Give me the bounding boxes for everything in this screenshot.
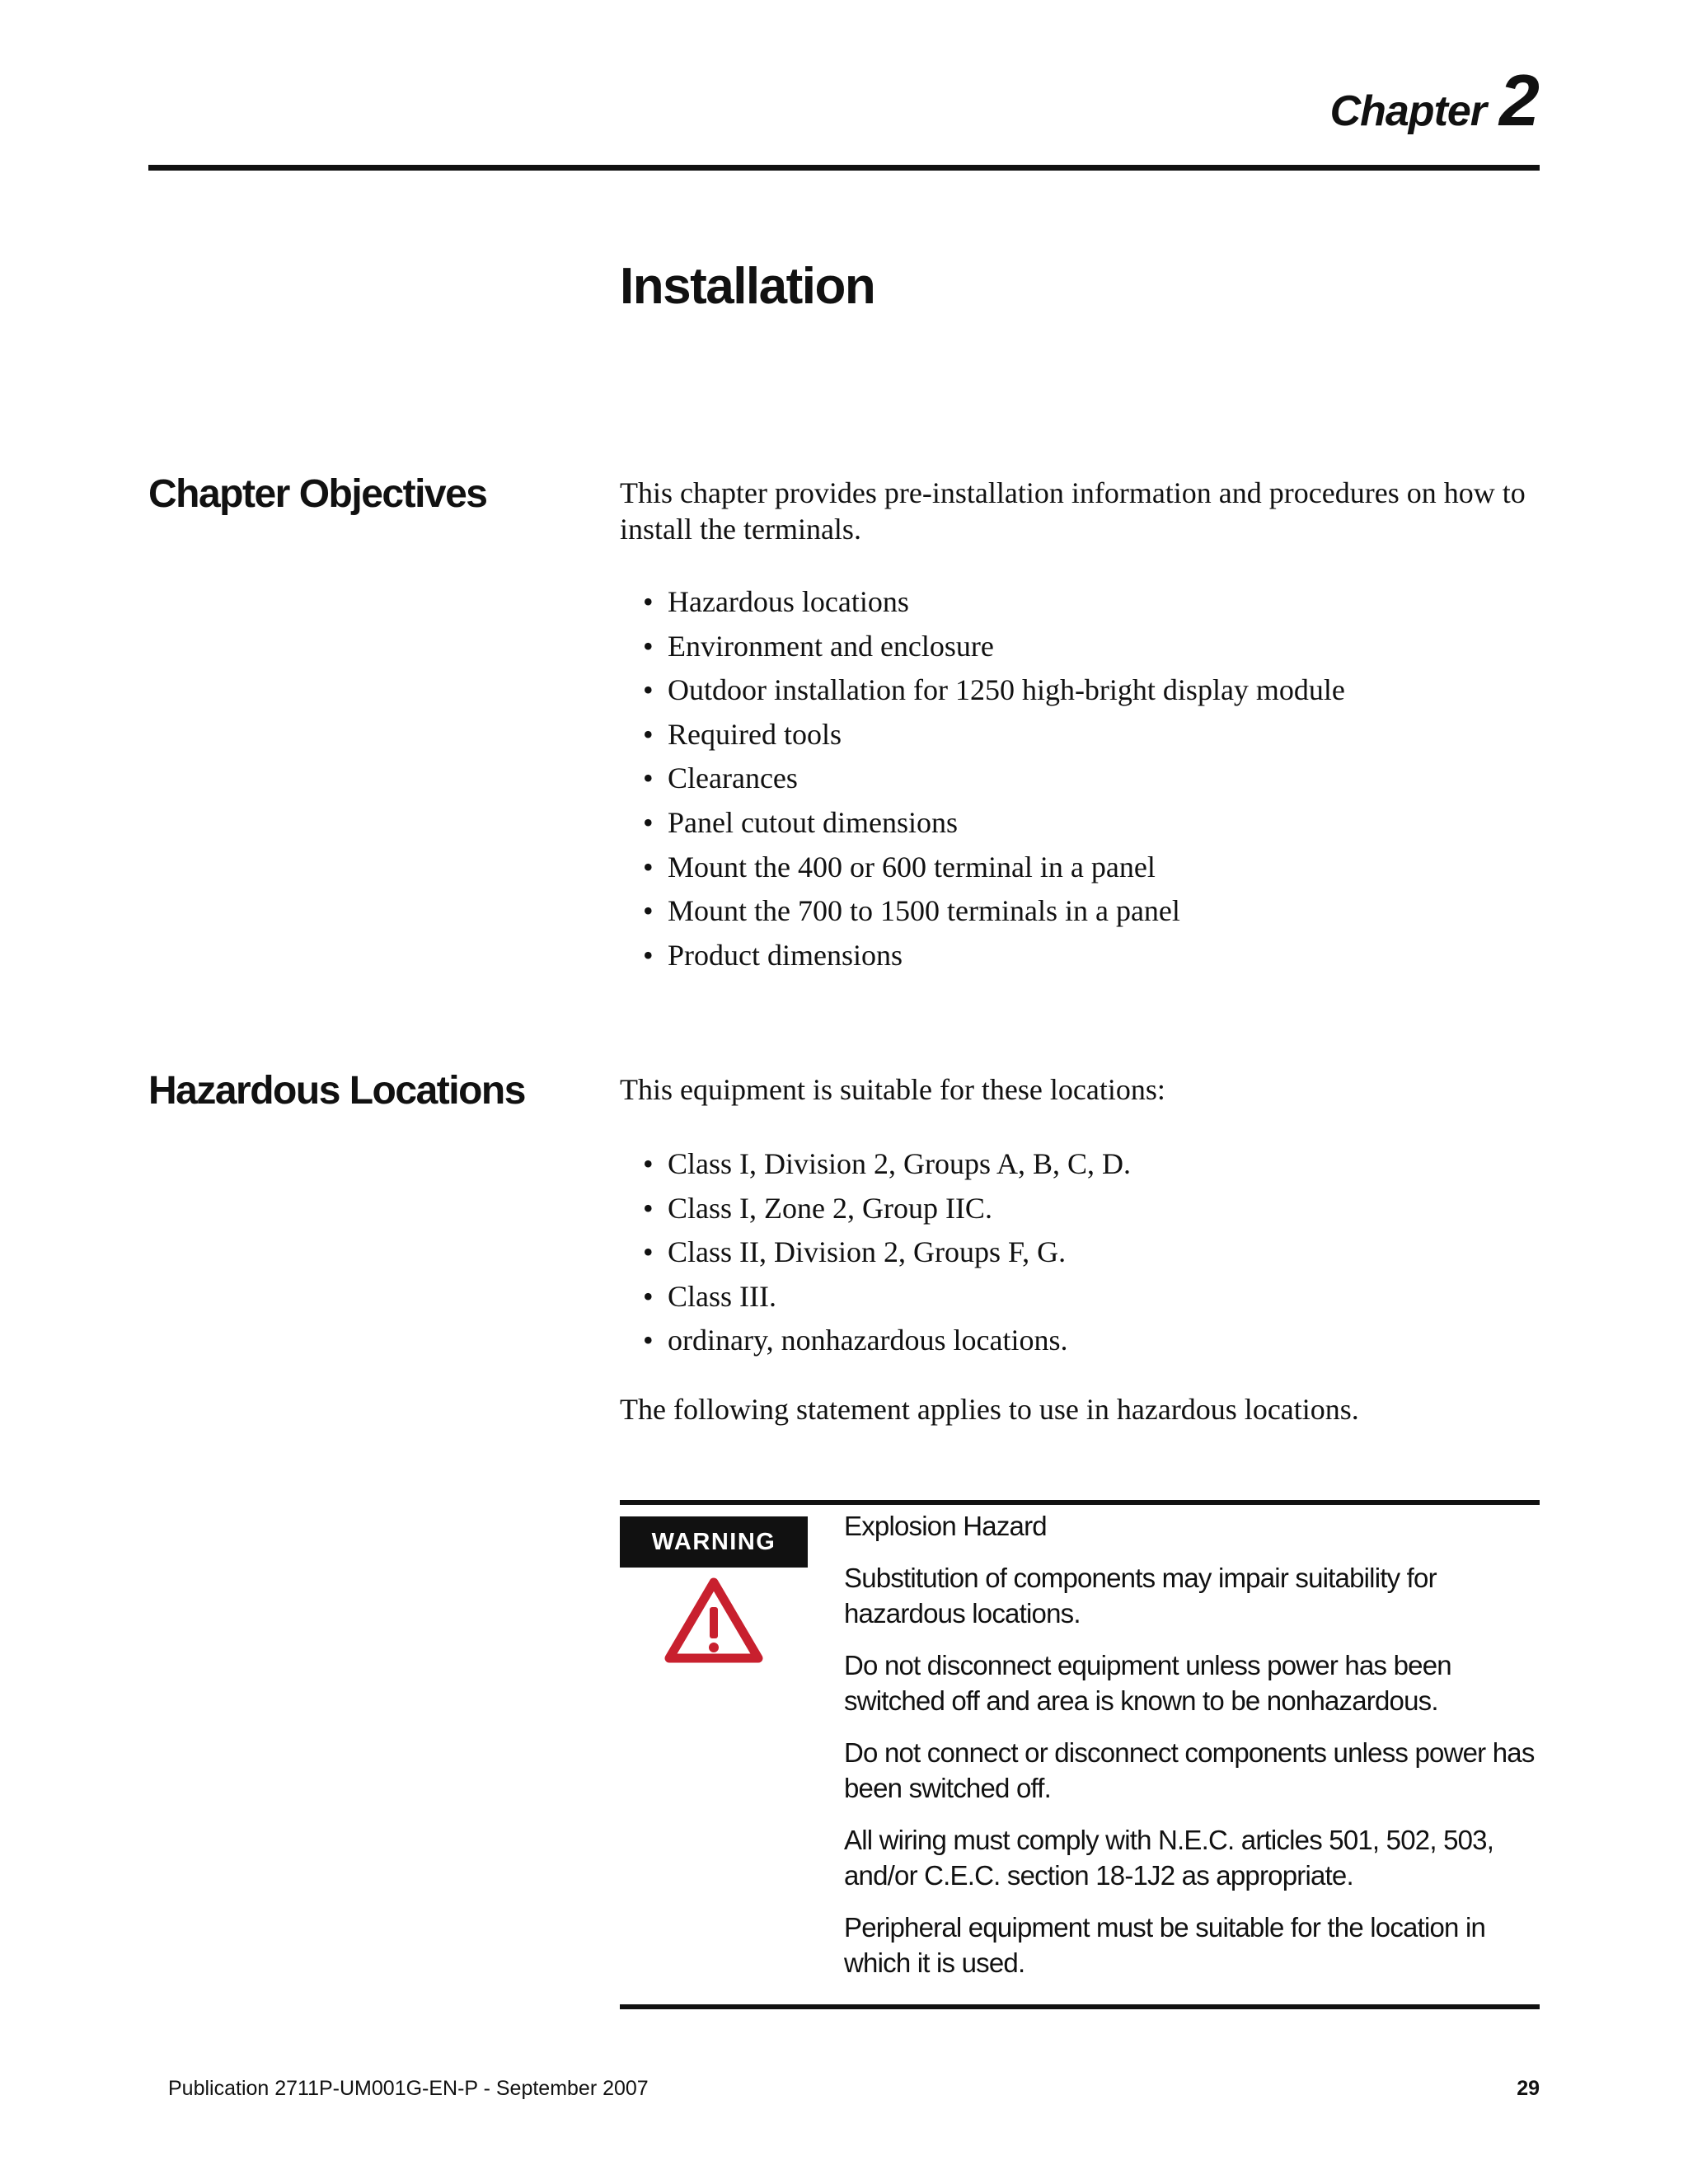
list-item: • Class III.: [668, 1275, 1131, 1319]
warning-paragraph: All wiring must comply with N.E.C. articles 501, 502, 503, and/or C.E.C. section 18-1J2 as appropriate.: [844, 1825, 1494, 1891]
list-item: • Class II, Division 2, Groups F, G.: [668, 1230, 1131, 1275]
chapter-number: 2: [1499, 59, 1540, 141]
list-item: • Required tools: [668, 713, 1345, 757]
footer-publication: Publication 2711P-UM001G-EN-P - September 2007: [168, 2077, 649, 2100]
warning-paragraph: Do not disconnect equipment unless power has been switched off and area is known to be nonhazardous.: [844, 1650, 1451, 1716]
hazardous-statement: The following statement applies to use in hazardous locations.: [620, 1393, 1359, 1426]
list-item: • Class I, Zone 2, Group IIC.: [668, 1187, 1131, 1231]
warning-content: [844, 1508, 1540, 1997]
list-item: • Mount the 400 or 600 terminal in a panel: [668, 846, 1345, 890]
list-item: • ordinary, nonhazardous locations.: [668, 1319, 1131, 1363]
warning-paragraph: Do not connect or disconnect components unless power has been switched off.: [844, 1737, 1535, 1803]
warning-box: [620, 1500, 1540, 2009]
section-heading-objectives: Chapter Objectives: [148, 472, 487, 516]
warning-paragraph: Substitution of components may impair suitability for hazardous locations.: [844, 1563, 1437, 1629]
list-item: • Outdoor installation for 1250 high-bright display module: [668, 668, 1345, 713]
list-item: • Environment and enclosure: [668, 625, 1345, 669]
warning-paragraph: Peripheral equipment must be suitable for the location in which it is used.: [844, 1912, 1486, 1978]
objectives-intro: This chapter provides pre-installation information and procedures on how to install the terminals.: [620, 476, 1526, 546]
section-heading-hazardous: Hazardous Locations: [148, 1069, 525, 1113]
list-item: • Hazardous locations: [668, 580, 1345, 625]
list-item: • Panel cutout dimensions: [668, 801, 1345, 846]
page-title: Installation: [620, 258, 875, 315]
list-item: • Mount the 700 to 1500 terminals in a panel: [668, 889, 1345, 934]
warning-triangle-icon: [663, 1576, 765, 1665]
chapter-header: [1329, 59, 1540, 141]
hazardous-list: [668, 1142, 1131, 1363]
hazardous-intro: This equipment is suitable for these locations:: [620, 1073, 1165, 1106]
list-item: • Product dimensions: [668, 934, 1345, 978]
warning-badge: WARNING: [620, 1516, 808, 1568]
list-item: • Clearances: [668, 757, 1345, 801]
chapter-label: Chapter: [1329, 87, 1487, 135]
objectives-list: [668, 580, 1345, 977]
warning-title: Explosion Hazard: [844, 1511, 1047, 1541]
list-item: • Class I, Division 2, Groups A, B, C, D.: [668, 1142, 1131, 1187]
footer-page-number: 29: [1517, 2077, 1540, 2100]
header-rule: [148, 165, 1540, 171]
